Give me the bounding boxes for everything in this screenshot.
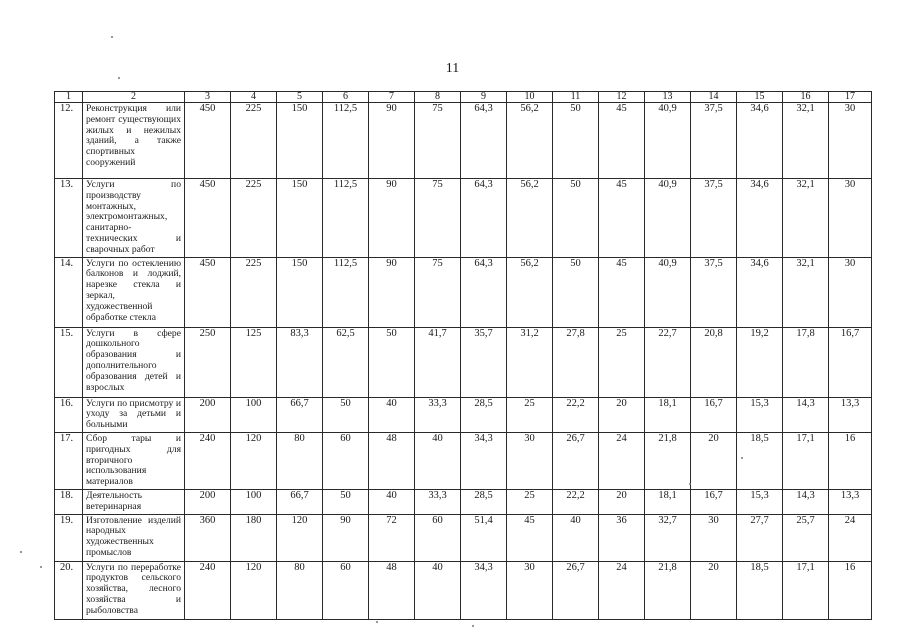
column-header: 6 <box>323 92 369 103</box>
value-cell: 62,5 <box>323 327 369 397</box>
value-cell: 33,3 <box>415 397 461 432</box>
page-number: 11 <box>445 61 460 76</box>
value-cell: 450 <box>185 257 231 327</box>
row-number: 14. <box>55 257 83 327</box>
value-cell: 40,9 <box>645 179 691 258</box>
value-cell: 51,4 <box>461 514 507 561</box>
value-cell: 34,6 <box>737 103 783 179</box>
value-cell: 112,5 <box>323 103 369 179</box>
scan-speck <box>689 483 691 485</box>
value-cell: 45 <box>599 257 645 327</box>
value-cell: 22,2 <box>553 489 599 514</box>
value-cell: 75 <box>415 179 461 258</box>
value-cell: 27,8 <box>553 327 599 397</box>
value-cell: 450 <box>185 179 231 258</box>
value-cell: 24 <box>599 432 645 489</box>
column-header: 4 <box>231 92 277 103</box>
value-cell: 60 <box>323 561 369 619</box>
row-number: 15. <box>55 327 83 397</box>
value-cell: 66,7 <box>277 489 323 514</box>
value-cell: 30 <box>829 257 872 327</box>
scan-speck <box>20 551 22 553</box>
value-cell: 50 <box>553 257 599 327</box>
value-cell: 18,1 <box>645 397 691 432</box>
value-cell: 25 <box>599 327 645 397</box>
column-header: 8 <box>415 92 461 103</box>
value-cell: 40 <box>415 561 461 619</box>
value-cell: 150 <box>277 179 323 258</box>
value-cell: 21,8 <box>645 561 691 619</box>
row-description: Изготовление изделий народных художественных промыслов <box>83 514 185 561</box>
value-cell: 37,5 <box>691 179 737 258</box>
value-cell: 225 <box>231 179 277 258</box>
value-cell: 34,3 <box>461 561 507 619</box>
value-cell: 25,7 <box>783 514 829 561</box>
value-cell: 32,1 <box>783 179 829 258</box>
value-cell: 125 <box>231 327 277 397</box>
value-cell: 75 <box>415 103 461 179</box>
value-cell: 120 <box>277 514 323 561</box>
value-cell: 112,5 <box>323 179 369 258</box>
value-cell: 48 <box>369 561 415 619</box>
value-cell: 31,2 <box>507 327 553 397</box>
value-cell: 21,8 <box>645 432 691 489</box>
value-cell: 30 <box>829 103 872 179</box>
value-cell: 75 <box>415 257 461 327</box>
value-cell: 66,7 <box>277 397 323 432</box>
row-description: Услуги в сфере дошкольного образования и дополнительного образования детей и взрослых <box>83 327 185 397</box>
value-cell: 13,3 <box>829 489 872 514</box>
value-cell: 19,2 <box>737 327 783 397</box>
value-cell: 25 <box>507 397 553 432</box>
row-description: Услуги по переработке продуктов сельского хозяйства, лесного хозяйства и рыболовства <box>83 561 185 619</box>
value-cell: 22,2 <box>553 397 599 432</box>
column-header: 10 <box>507 92 553 103</box>
column-header: 11 <box>553 92 599 103</box>
value-cell: 200 <box>185 489 231 514</box>
value-cell: 27,7 <box>737 514 783 561</box>
row-number: 18. <box>55 489 83 514</box>
row-description: Деятельность ветеринарная <box>83 489 185 514</box>
value-cell: 50 <box>369 327 415 397</box>
row-description: Сбор тары и пригодных для вторичного использования материалов <box>83 432 185 489</box>
row-number: 12. <box>55 103 83 179</box>
scan-speck <box>40 566 42 568</box>
value-cell: 34,6 <box>737 257 783 327</box>
row-description: Реконструкция или ремонт существующих жилых и нежилых зданий, а также спортивных сооружений <box>83 103 185 179</box>
value-cell: 18,1 <box>645 489 691 514</box>
value-cell: 30 <box>507 432 553 489</box>
value-cell: 40,9 <box>645 257 691 327</box>
row-description: Услуги по присмотру и уходу за детьми и больными <box>83 397 185 432</box>
scan-speck <box>472 625 474 627</box>
column-header: 2 <box>83 92 185 103</box>
value-cell: 40 <box>369 489 415 514</box>
value-cell: 100 <box>231 397 277 432</box>
value-cell: 90 <box>369 257 415 327</box>
value-cell: 40 <box>553 514 599 561</box>
value-cell: 37,5 <box>691 257 737 327</box>
value-cell: 64,3 <box>461 179 507 258</box>
column-header: 13 <box>645 92 691 103</box>
value-cell: 15,3 <box>737 489 783 514</box>
value-cell: 14,3 <box>783 397 829 432</box>
column-header: 15 <box>737 92 783 103</box>
table-row <box>55 489 872 514</box>
value-cell: 112,5 <box>323 257 369 327</box>
value-cell: 240 <box>185 432 231 489</box>
value-cell: 90 <box>323 514 369 561</box>
value-cell: 37,5 <box>691 103 737 179</box>
value-cell: 225 <box>231 257 277 327</box>
value-cell: 33,3 <box>415 489 461 514</box>
value-cell: 150 <box>277 103 323 179</box>
scan-speck <box>741 457 743 459</box>
value-cell: 100 <box>231 489 277 514</box>
value-cell: 120 <box>231 432 277 489</box>
value-cell: 28,5 <box>461 397 507 432</box>
value-cell: 17,1 <box>783 561 829 619</box>
value-cell: 16,7 <box>829 327 872 397</box>
value-cell: 120 <box>231 561 277 619</box>
row-description: Услуги по остеклению балконов и лоджий, нарезке стекла и зеркал, художественной обработке стекла <box>83 257 185 327</box>
value-cell: 40 <box>369 397 415 432</box>
value-cell: 24 <box>829 514 872 561</box>
value-cell: 83,3 <box>277 327 323 397</box>
table-row <box>55 327 872 397</box>
table-body <box>55 92 872 620</box>
value-cell: 72 <box>369 514 415 561</box>
row-number: 20. <box>55 561 83 619</box>
value-cell: 17,8 <box>783 327 829 397</box>
value-cell: 36 <box>599 514 645 561</box>
value-cell: 16 <box>829 432 872 489</box>
row-number: 19. <box>55 514 83 561</box>
value-cell: 360 <box>185 514 231 561</box>
value-cell: 40,9 <box>645 103 691 179</box>
value-cell: 50 <box>553 103 599 179</box>
value-cell: 56,2 <box>507 103 553 179</box>
value-cell: 20,8 <box>691 327 737 397</box>
value-cell: 225 <box>231 103 277 179</box>
value-cell: 13,3 <box>829 397 872 432</box>
row-number: 16. <box>55 397 83 432</box>
value-cell: 90 <box>369 179 415 258</box>
value-cell: 20 <box>691 561 737 619</box>
value-cell: 80 <box>277 561 323 619</box>
value-cell: 16 <box>829 561 872 619</box>
row-number: 17. <box>55 432 83 489</box>
column-header: 17 <box>829 92 872 103</box>
value-cell: 30 <box>507 561 553 619</box>
column-header: 9 <box>461 92 507 103</box>
value-cell: 34,6 <box>737 179 783 258</box>
value-cell: 24 <box>599 561 645 619</box>
value-cell: 18,5 <box>737 432 783 489</box>
column-header: 14 <box>691 92 737 103</box>
table-row <box>55 397 872 432</box>
value-cell: 56,2 <box>507 257 553 327</box>
value-cell: 32,1 <box>783 103 829 179</box>
table-row <box>55 561 872 619</box>
value-cell: 150 <box>277 257 323 327</box>
value-cell: 56,2 <box>507 179 553 258</box>
column-header: 3 <box>185 92 231 103</box>
value-cell: 30 <box>829 179 872 258</box>
column-header: 12 <box>599 92 645 103</box>
value-cell: 50 <box>323 489 369 514</box>
value-cell: 41,7 <box>415 327 461 397</box>
value-cell: 26,7 <box>553 561 599 619</box>
value-cell: 22,7 <box>645 327 691 397</box>
value-cell: 15,3 <box>737 397 783 432</box>
value-cell: 30 <box>691 514 737 561</box>
value-cell: 20 <box>599 397 645 432</box>
value-cell: 60 <box>323 432 369 489</box>
value-cell: 17,1 <box>783 432 829 489</box>
value-cell: 14,3 <box>783 489 829 514</box>
value-cell: 80 <box>277 432 323 489</box>
value-cell: 18,5 <box>737 561 783 619</box>
value-cell: 90 <box>369 103 415 179</box>
value-cell: 35,7 <box>461 327 507 397</box>
column-header: 16 <box>783 92 829 103</box>
column-header: 7 <box>369 92 415 103</box>
rates-table <box>54 91 872 620</box>
row-number: 13. <box>55 179 83 258</box>
value-cell: 45 <box>599 103 645 179</box>
column-header-row <box>55 92 872 103</box>
value-cell: 28,5 <box>461 489 507 514</box>
column-header: 5 <box>277 92 323 103</box>
table-row <box>55 514 872 561</box>
scan-speck <box>111 36 113 38</box>
scan-speck <box>376 621 378 623</box>
value-cell: 25 <box>507 489 553 514</box>
value-cell: 20 <box>691 432 737 489</box>
value-cell: 45 <box>507 514 553 561</box>
row-description: Услуги по производству монтажных, электромонтажных, санитарно-технических и сварочных работ <box>83 179 185 258</box>
value-cell: 50 <box>553 179 599 258</box>
scan-speck <box>118 77 120 79</box>
value-cell: 180 <box>231 514 277 561</box>
value-cell: 26,7 <box>553 432 599 489</box>
table-row <box>55 257 872 327</box>
value-cell: 16,7 <box>691 489 737 514</box>
value-cell: 34,3 <box>461 432 507 489</box>
value-cell: 16,7 <box>691 397 737 432</box>
value-cell: 32,7 <box>645 514 691 561</box>
value-cell: 450 <box>185 103 231 179</box>
value-cell: 40 <box>415 432 461 489</box>
value-cell: 32,1 <box>783 257 829 327</box>
value-cell: 60 <box>415 514 461 561</box>
value-cell: 240 <box>185 561 231 619</box>
value-cell: 64,3 <box>461 103 507 179</box>
value-cell: 50 <box>323 397 369 432</box>
value-cell: 48 <box>369 432 415 489</box>
column-header: 1 <box>55 92 83 103</box>
table-row <box>55 179 872 258</box>
value-cell: 64,3 <box>461 257 507 327</box>
value-cell: 250 <box>185 327 231 397</box>
table-row <box>55 103 872 179</box>
value-cell: 45 <box>599 179 645 258</box>
table-row <box>55 432 872 489</box>
value-cell: 200 <box>185 397 231 432</box>
value-cell: 20 <box>599 489 645 514</box>
